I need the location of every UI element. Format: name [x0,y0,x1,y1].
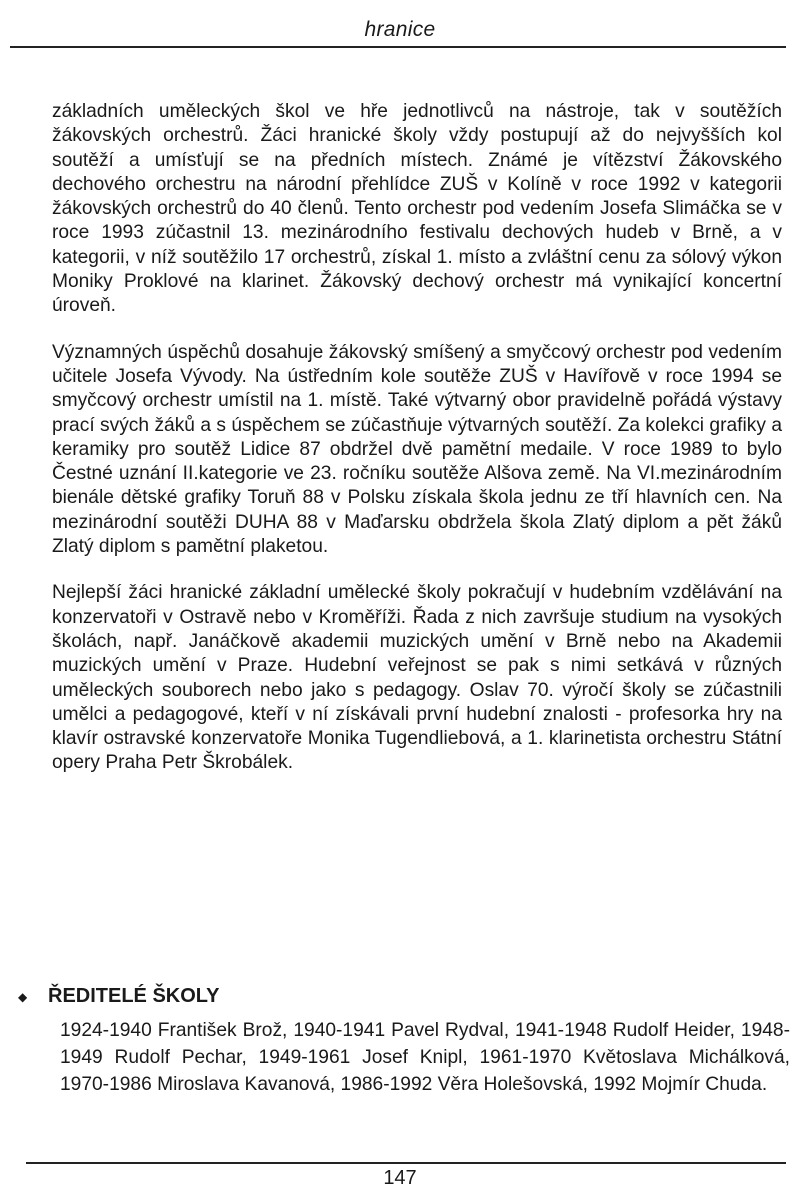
paragraph-graduates: Nejlepší žáci hranické základní umělecké školy pokračují v hudebním vzdělávání na konzervatoři v Ostravě nebo v Kroměříži. Řada z nich završuje studium na vysokých školách, např. Janáčkově akademii muzických umění v Brně nebo na Akademii muzických umění v Praze. Hudební veřejnost se pak s nimi setkává v různých uměleckých souborech nebo jako s pedagogy. Oslav 70. výročí školy se zúčastnili umělci a pedagogové, kteří v ní získávali první hudební znalosti - profesorka hry na klavír ostravské konzervatoře Monika Tugendliebová, a 1. klarinetista orchestru Státní opery Praha Petr Škrobálek. [52,582,782,774]
footer-rule [26,1162,786,1164]
paragraph-competitions: základních uměleckých škol ve hře jednotlivců na nástroje, tak v soutěžích žákovských orchestrů. Žáci hranické školy vždy postupují až do nejvyšších kol soutěží a umísťují se na předních místech. Známé je vítězství Žákovského dechového orchestru na národní přehlídce ZUŠ v Kolíně v roce 1992 v kategorii žákovských orchestrů do 40 členů. Tento orchestr pod vedením Josefa Slimáčka se v roce 1993 zúčastnil 13. mezinárodního festivalu dechových hudeb v Brně, a v kategorii, v níž soutěžilo 17 orchestrů, získal 1. místo a zvláštní cenu za sólový výkon Moniky Proklové na klarinet. Žákovský dechový orchestr má vynikající koncertní úroveň. [52,101,782,317]
body-text [52,100,782,798]
section-heading-title: ŘEDITELÉ ŠKOLY [48,985,220,1007]
bullet-diamond-icon: ◆ [18,989,28,1004]
page-number: 147 [383,1167,417,1189]
section-heading [14,985,220,1008]
header-rule [10,46,786,48]
directors-list: 1924-1940 František Brož, 1940-1941 Pavel Rydval, 1941-1948 Rudolf Heider, 1948-1949 Rudolf Pechar, 1949-1961 Josef Knipl, 1961-1970 Květoslava Michálková, 1970-1986 Miroslava Kavanová, 1986-1992 Věra Holešovská, 1992 Mojmír Chuda. [60,1020,790,1095]
running-header: hranice [364,18,436,41]
paragraph-orchestra-awards: Významných úspěchů dosahuje žákovský smíšený a smyčcový orchestr pod vedením učitele Josefa Vývody. Na ústředním kole soutěže ZUŠ v Havířově v roce 1994 se smyčcový orchestr umístil na 1. místě. Také výtvarný obor pravidelně pořádá výstavy prací svých žáků a s úspěchem se zúčastňuje výtvarných soutěží. Za kolekci grafiky a keramiky pro soutěž Lidice 87 obdržel dvě pamětní medaile. V roce 1989 to bylo Čestné uznání II.kategorie ve 23. ročníku soutěže Alšova země. Na VI.mezinárodním bienále dětské grafiky Toruň 88 v Polsku získala škola jednu ze tří hlavních cen. Na mezinárodní soutěži DUHA 88 v Maďarsku obdržela škola Zlatý diplom a pět žáků Zlatý diplom s pamětní plaketou. [52,341,782,558]
